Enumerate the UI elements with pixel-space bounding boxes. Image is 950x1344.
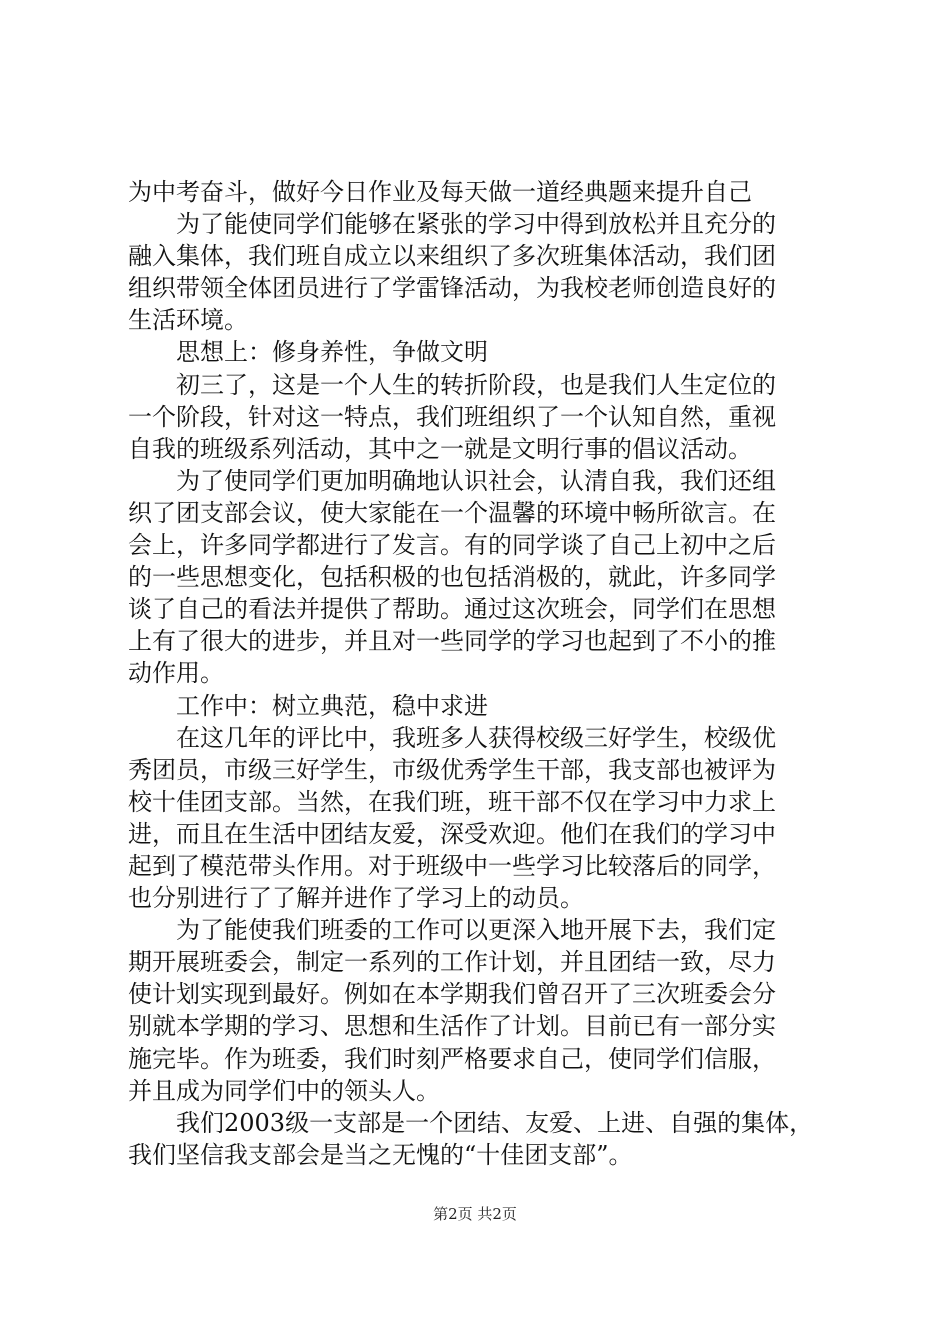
paragraph-start-line: 初三了，这是一个人生的转折阶段，也是我们人生定位的 <box>176 370 776 399</box>
text-line: 也分别进行了了解并进作了学习上的动员。 <box>128 884 584 913</box>
text-line: 谈了自己的看法并提供了帮助。通过这次班会，同学们在思想 <box>128 595 776 624</box>
text-line: 自我的班级系列活动，其中之一就是文明行事的倡议活动。 <box>128 434 752 463</box>
text-line: 校十佳团支部。当然，在我们班，班干部不仅在学习中力求上 <box>128 787 776 816</box>
paragraph-start-line: 为了能使同学们能够在紧张的学习中得到放松并且充分的 <box>176 210 776 239</box>
text-line: 起到了模范带头作用。对于班级中一些学习比较落后的同学， <box>128 851 776 880</box>
text-line: 并且成为同学们中的领头人。 <box>128 1076 440 1105</box>
text-line: 一个阶段，针对这一特点，我们班组织了一个认知自然，重视 <box>128 402 776 431</box>
paragraph-start-line: 我们2003级一支部是一个团结、友爱、上进、自强的集体， <box>176 1108 814 1137</box>
text-line: 别就本学期的学习、思想和生活作了计划。目前已有一部分实 <box>128 1012 776 1041</box>
text-line: 组织带领全体团员进行了学雷锋活动，为我校老师创造良好的 <box>128 274 776 303</box>
body-text <box>128 176 832 1171</box>
paragraph-start-line: 为了能使我们班委的工作可以更深入地开展下去，我们定 <box>176 916 776 945</box>
text-line: 使计划实现到最好。例如在本学期我们曾召开了三次班委会分 <box>128 980 776 1009</box>
text-line: 施完毕。作为班委，我们时刻严格要求自己，使同学们信服， <box>128 1044 776 1073</box>
page-number-footer: 第2页 共2页 <box>433 1205 517 1223</box>
paragraph-start-line: 为了使同学们更加明确地认识社会，认清自我，我们还组 <box>176 466 776 495</box>
text-line: 融入集体，我们班自成立以来组织了多次班集体活动，我们团 <box>128 242 776 271</box>
section-heading-thought: 思想上：修身养性，争做文明 <box>176 338 488 367</box>
text-line: 秀团员，市级三好学生，市级优秀学生干部，我支部也被评为 <box>128 755 776 784</box>
text-line: 会上，许多同学都进行了发言。有的同学谈了自己上初中之后 <box>128 531 776 560</box>
text-line: 动作用。 <box>128 659 224 688</box>
section-heading-work: 工作中：树立典范，稳中求进 <box>176 691 488 720</box>
text-line: 为中考奋斗，做好今日作业及每天做一道经典题来提升自己 <box>128 178 752 206</box>
text-line: 的一些思想变化，包括积极的也包括消极的，就此，许多同学 <box>128 563 776 592</box>
text-line: 生活环境。 <box>128 306 248 335</box>
paragraph-start-line: 在这几年的评比中，我班多人获得校级三好学生，校级优 <box>176 723 776 752</box>
text-line: 我们坚信我支部会是当之无愧的“十佳团支部”。 <box>128 1140 633 1169</box>
text-line: 织了团支部会议，使大家能在一个温馨的环境中畅所欲言。在 <box>128 498 776 527</box>
text-line: 上有了很大的进步，并且对一些同学的学习也起到了不小的推 <box>128 627 776 656</box>
text-line: 期开展班委会，制定一系列的工作计划，并且团结一致，尽力 <box>128 948 776 977</box>
text-line: 进，而且在生活中团结友爱，深受欢迎。他们在我们的学习中 <box>128 819 776 848</box>
